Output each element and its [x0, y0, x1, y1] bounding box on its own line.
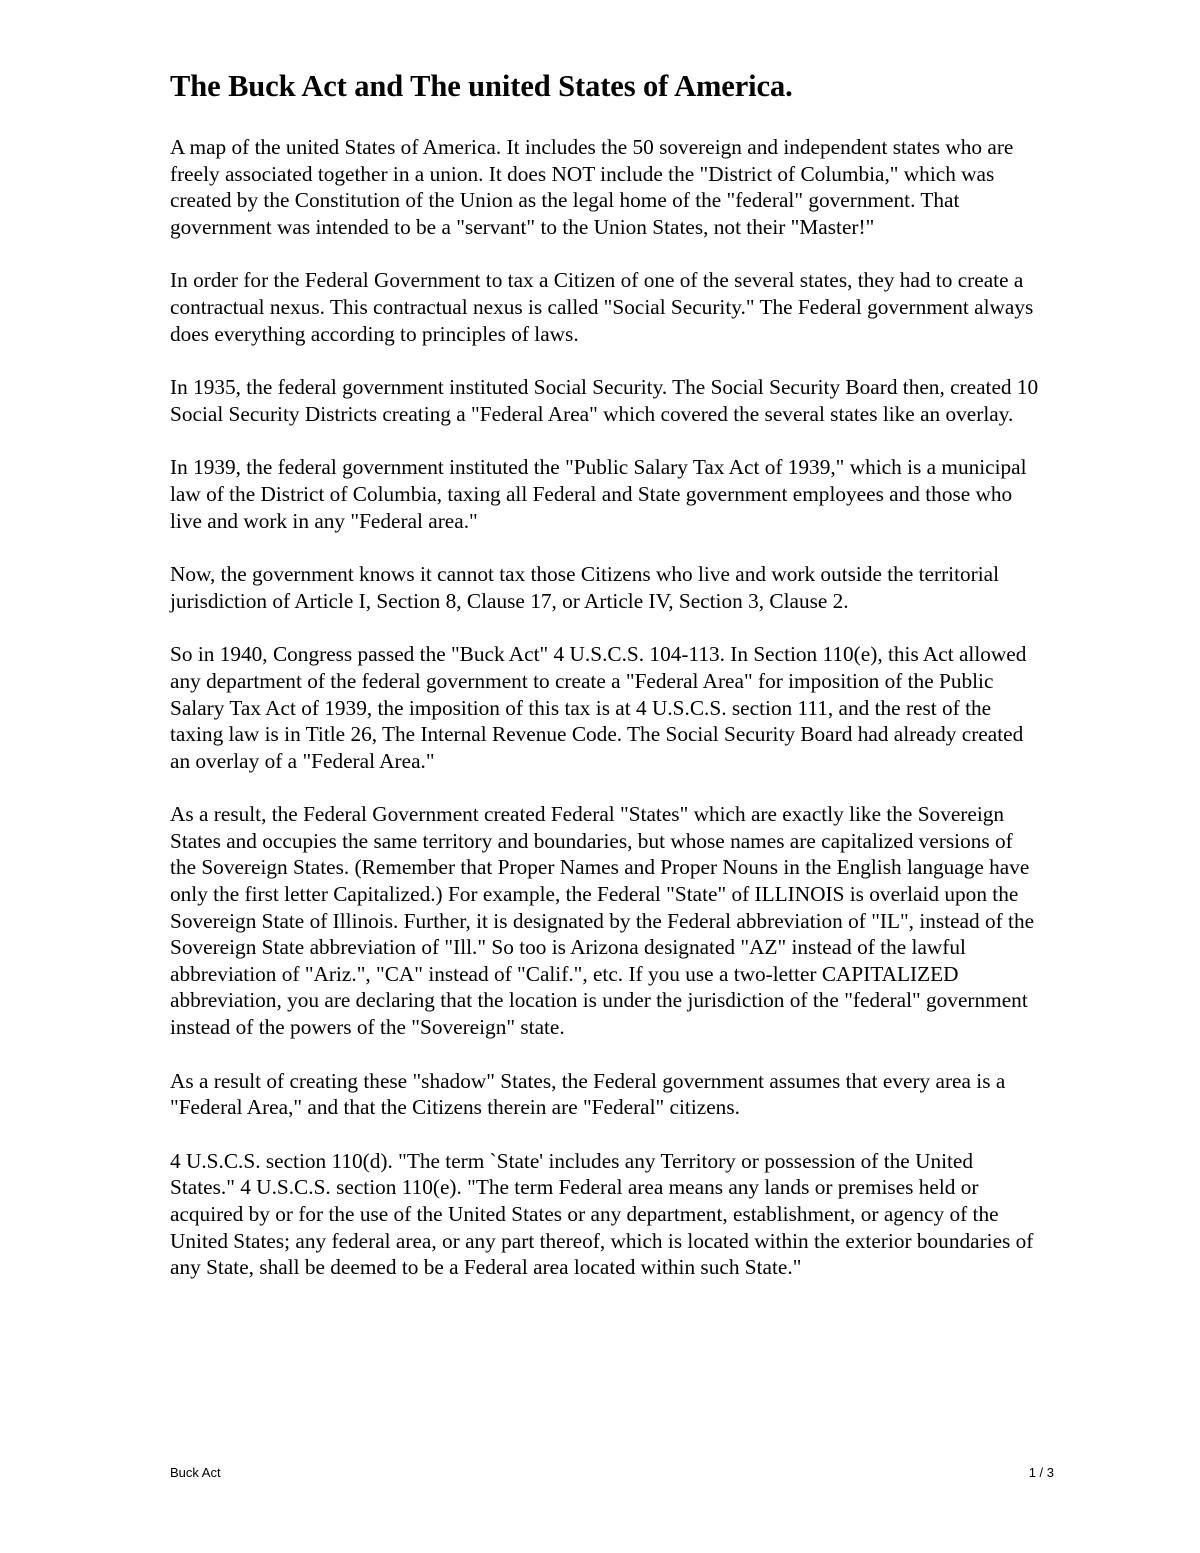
paragraph-9: 4 U.S.C.S. section 110(d). "The term `State' includes any Territory or possession of the United States." 4 U.S.C.S. section 110(e). "The term Federal area means any lands or premises held or acquired by or for the use of the United States or any department, establishment, or agency of the United States; any federal area, or any part thereof, which is located within the exterior boundaries of any State, shall be deemed to be a Federal area located within such State." [170, 1148, 1034, 1280]
footer-page-number: 1 / 3 [1028, 1465, 1054, 1480]
paragraph-7: As a result, the Federal Government created Federal "States" which are exactly like the Sovereign States and occupies the same territory and boundaries, but whose names are capitalized versions of the Sovereign States. (Remember that Proper Names and Proper Nouns in the English language have only the first letter Capitalized.) For example, the Federal "State" of ILLINOIS is overlaid upon the Sovereign State of Illinois. Further, it is designated by the Federal abbreviation of "IL", instead of the Sovereign State abbreviation of "Ill." So too is Arizona designated "AZ" instead of the lawful abbreviation of "Ariz.", "CA" instead of "Calif.", etc. If you use a two-letter CAPITALIZED abbreviation, you are declaring that the location is under the jurisdiction of the "federal" government instead of the powers of the "Sovereign" state. [170, 802, 1035, 1040]
paragraph-6: So in 1940, Congress passed the "Buck Act" 4 U.S.C.S. 104-113. In Section 110(e), this Act allowed any department of the federal government to create a "Federal Area" for imposition of the Public Salary Tax Act of 1939, the imposition of this tax is at 4 U.S.C.S. section 111, and the rest of the taxing law is in Title 26, The Internal Revenue Code. The Social Security Board had already created an overlay of a "Federal Area." [170, 642, 1027, 773]
footer-document-name: Buck Act [170, 1465, 221, 1480]
document-title: The Buck Act and The united States of America. [170, 69, 793, 103]
paragraph-8: As a result of creating these "shadow" States, the Federal government assumes that every area is a "Federal Area," and that the Citizens therein are "Federal" citizens. [170, 1068, 1006, 1120]
paragraph-5: Now, the government knows it cannot tax those Citizens who live and work outside the territorial jurisdiction of Article I, Section 8, Clause 17, or Article IV, Section 3, Clause 2. [170, 562, 1000, 613]
paragraph-3: In 1935, the federal government instituted Social Security. The Social Security Board then, created 10 Social Security Districts creating a "Federal Area" which covered the several states like an overlay. [170, 375, 1039, 426]
document-body [170, 66, 1040, 1308]
paragraph-1: A map of the united States of America. It includes the 50 sovereign and independent states who are freely associated together in a union. It does NOT include the "District of Columbia," which was created by the Constitution of the Union as the legal home of the "federal" government. That government was intended to be a "servant" to the Union States, not their "Master!" [170, 135, 1014, 239]
paragraph-2: In order for the Federal Government to tax a Citizen of one of the several states, they had to create a contractual nexus. This contractual nexus is called "Social Security." The Federal government always does everything according to principles of laws. [170, 268, 1034, 346]
paragraph-4: In 1939, the federal government instituted the "Public Salary Tax Act of 1939," which is a municipal law of the District of Columbia, taxing all Federal and State government employees and those who live and work in any "Federal area." [170, 455, 1027, 533]
